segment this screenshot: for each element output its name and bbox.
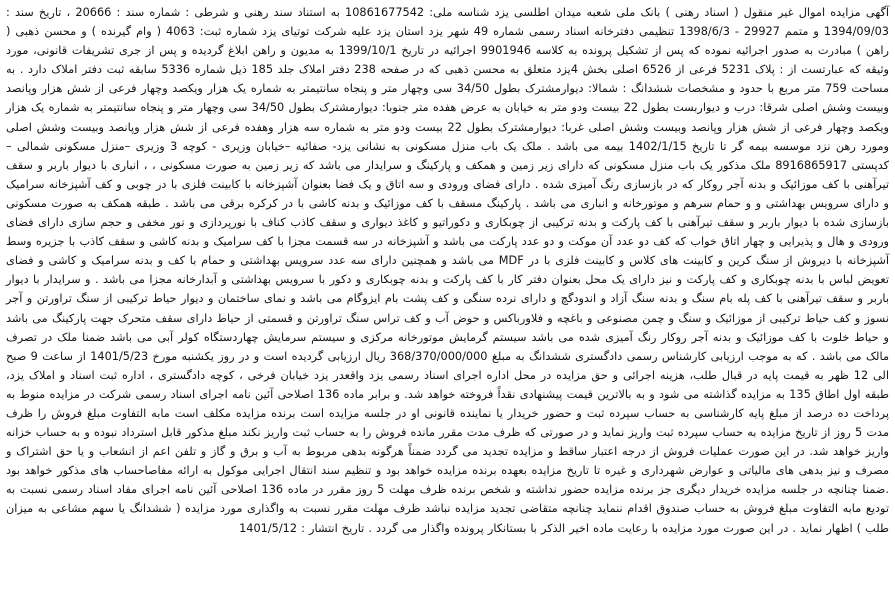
auction-notice-text: آگهی مزایده اموال غیر منقول ( اسناد رهنی ) بانک ملی شعبه میدان اطلسی یزد شناسه ملی: 10861677542 به استناد سند رهنی و شرطی : شماره سند : 20666 ، تاریخ سند : 1394/09/03 و متمم 29927 - 1398/6/3 تنظیمی دفترخانه اسناد رسمی شماره 49 شهر یزد استان یزد علیه شرکت توتیای یزد شماره ثبت: 4063 ( وام گیرنده ) و محسن ذهبی ( راهن ) مبادرت به صدور اجرائیه نموده که پس از تشکیل پرونده به کلاسه 9901946 اجرائیه در تاریخ 1399/10/1 به مدیون و راهن ابلاغ گردیده و پس از جری تشریفات قانونی، مورد وثیقه که عبارتست از : پلاک 5231 فرعی از 6526 اصلی بخش 4یزد متعلق به محسن ذهبی که در صفحه 238 دفتر املاک جلد 185 ذیل شماره 5336 سابقه ثبت دفتر املاک دارد . به مساحت 759 متر مربع با حدود و مشخصات ششدانگ : شمالا: دیوارمشترک بطول 34/50 سی وچهار متر و پنجاه سانتیمتر به شماره یک هزار ویکصد وچهار فرعی از شش هزار وپانصد وبیست وشش اصلی شرقا: درب و دیواربست بطول 22 بیست ودو متر به خیابان به عرض هفده متر جنوبا: دیوارمشترک بطول 34/50 سی وچهار متر و پنجاه سانتیمتر به شماره یک هزار ویکصد وچهار فرعی از شش هزار وپانصد وبیست وشش اصلی غربا: دیوارمشترک بطول 22 بیست ودو متر به شماره سه هزار وهفده فرعی از شش هزار وپانصد وبیست وشش اصلی ومورد رهن نزد موسسه بیمه گر تا تاریخ 1402/1/15 بیمه می باشد . ملک یک باب منزل مسکونی به نشانی یزد- صفائیه –خیابان وزیری - کوچه 3 وزیری –منزل مسکونی شمالی – کدپستی 8916865917 ملک مذکور یک باب منزل مسکونی که دارای زیر زمین و همکف و پارکینگ و سرایدار می باشد که زیر زمین به صورت مسکونی ، ، انباری با دیوار باربر و سقف تیرآهنی با کف موزائیک و بدنه آجر روکار که در بازسازی رنگ آمیزی شده . دارای فضای ورودی و سه اتاق و یک فضا بعنوان آشپزخانه با کابینت فلزی با در چوبی و کف آشپزخانه سرامیک و دارای سرویس بهداشتی و و حمام سرهم و موتورخانه و انباری می باشد . پارکینگ مسقف با کف موزائیک و بدنه کاشی با در کرکره برقی می باشد . طبقه همکف به صورت مسکونی بازسازی شده با دیوار باربر و سقف تیرآهنی با کف پارکت و بدنه ترکیبی از چوبکاری و دکوراتیو و کاغذ دیواری و سقف کاذب کناف با نورپردازی و نور مخفی و حجم سازی دارای فضای ورودی و هال و پذیرایی و چهار اتاق خواب که کف دو عدد آن موکت و دو عدد پارکت می باشد و آشپزخانه در سه قسمت مجزا با کف سرامیک و بدنه کاشی و سقف کاذب با جزیره وسط آشپزخانه با دیروش از سنگ کرین و کابینت های کلاس و کابینت فلزی با در MDF می باشد و همچنین دارای سه عدد سرویس بهداشتی و حمام با کف و بدنه سرامیک و کاشی و فضای تعویض لباس با بدنه چوبکاری و کف پارکت و نیز دارای یک محل بعنوان دفتر کار با کف پارکت و بدنه چوبکاری و دکور با سرویس بهداشتی و آبدارخانه مجزا می باشد . و سرایدار با دیوار باربر و سقف تیرآهنی با کف پله بام سنگ و بدنه سنگ آزاد و اندودگچ و دارای نرده سنگی و کف پشت بام ایزوگام می باشد و نمای ساختمان و دیوار حیاط ترکیبی از سنگ تراورتن و آجر نسوز و کف حیاط ترکیبی از موزائیک و سنگ و چمن مصنوعی و باغچه و فلاورباکس و حوض آب و کف تراس سنگ تراورتن و قسمتی از حیاط دارای سقف متحرک جهت پارکینگ می باشد و حیاط خلوت با کف موزائیک و بدنه آجر روکار رنگ آمیزی شده می باشد سیستم گرمایش موتورخانه مرکزی و سیستم سرمایش چهاردستگاه کولر آبی می باشد ضمنا ملک در تصرف مالک می باشد . که به موجب ارزیابی کارشناس رسمی دادگستری ششدانگ به مبلغ 368/370/000/000 ریال ارزیابی گردیده است و در روز یکشنبه مورخ 1401/5/23 از ساعت 9 صبح الی 12 ظهر به قیمت پایه در قبال طلب، هزینه اجرائی و حق مزایده در محل اداره اجرای اسناد رسمی یزد واقعدر یزد خیابان فرخی ، کوچه دادگستری ، اداره ثبت اسناد و املاک یزد، طبقه اول اطاق 135 به مزایده گذاشته می شود و به بالاترین قیمت پیشنهادی نقداً فروخته خواهد شد. و برابر ماده 136 اصلاحی آئین نامه اجرای اسناد رسمی شرکت در مزایده منوط به پرداخت ده درصد از مبلغ پایه کارشناسی به حساب سپرده ثبت و حضور خریدار یا نماینده قانونی او در جلسه مزایده است برنده مزایده مکلف است مابه التفاوت مبلغ فروش را ظرف مدت 5 روز از تاریخ مزایده به حساب سپرده ثبت واریز نماید و در صورتی که ظرف مدت مقرر مانده فروش را به حساب ثبت واریز نکند مبلغ مذکور قابل استرداد نبوده و به حساب خزانه واریز خواهد شد. در این صورت عملیات فروش از درجه اعتبار ساقط و مزایده تجدید می گردد ضمناً هرگونه بدهی مربوط به آب و برق و گاز و تلفن اعم از انشعاب و یا حق اشتراک و مصرف و نیز بدهی های مالیاتی و عوارض شهرداری و غیره تا تاریخ مزایده بعهده برنده مزایده خواهد بود و تنظیم سند انتقال اجرایی موکول به ارائه مفاصاحساب های مذکور خواهد بود .ضمنا چنانچه در جلسه مزایده خریدار دیگری جز برنده مزایده حضور نداشته و شخص برنده ظرف مهلت 5 روز مقرر در ماده 136 اصلاحی آئین نامه اجرای مفاد اسناد رسمی نسبت به تودیع مابه التفاوت مبلغ فروش به حساب صندوق اقدام ننماید چنانچه متقاضی تجدید مزایده نباشد ظرف مهلت مقرر نسبت به واگذاری مورد مزایده ( ششدانگ یا سهم مشاعی به میزان طلب ) اظهار نماید . در این صورت مورد مزایده با رعایت ماده اخیر الذکر با بستانکار پرونده واگذار می گردد . تاریخ انتشار : 1401/5/12 [6, 6, 890, 535]
